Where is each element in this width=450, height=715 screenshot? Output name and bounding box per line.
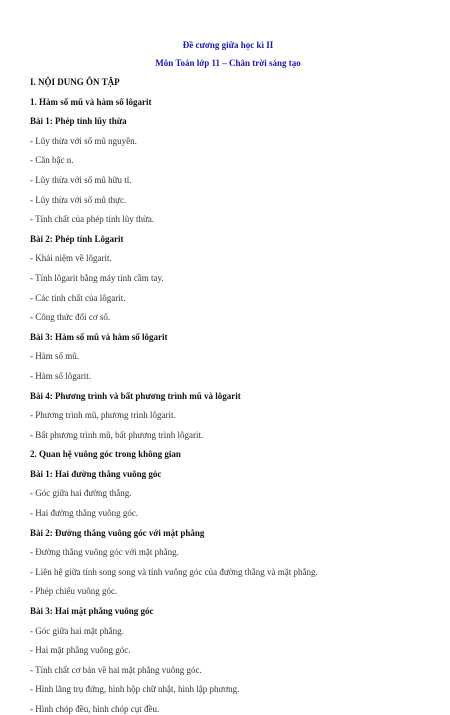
section-heading: I. NỘI DUNG ÔN TẬP <box>30 77 120 87</box>
list-item: - Tính lôgarit bằng máy tính cầm tay. <box>30 272 164 283</box>
list-item: - Hai mặt phẳng vuông góc. <box>30 645 131 656</box>
document-body <box>30 77 426 715</box>
lesson-heading: Bài 1: Hai đường thẳng vuông góc <box>30 468 162 479</box>
lesson-heading: Bài 4: Phương trình và bất phương trình mũ và lôgarit <box>30 390 241 401</box>
list-item: - Hình chóp đều, hình chóp cụt đều. <box>30 704 160 714</box>
list-item: - Bất phương trình mũ, bất phương trình lôgarit. <box>30 429 204 440</box>
list-item: - Phương trình mũ, phương trình lôgarit. <box>30 410 176 421</box>
list-item: - Hàm số lôgarit. <box>30 370 91 381</box>
list-item: - Góc giữa hai mặt phẳng. <box>30 625 124 636</box>
lesson-heading: Bài 3: Hàm số mũ và hàm số lôgarit <box>30 331 168 342</box>
list-item: - Các tính chất của lôgarit. <box>30 292 126 303</box>
document-subtitle: Môn Toán lớp 11 – Chân trời sáng tạo <box>155 58 301 68</box>
list-item: - Tính chất cơ bản về hai mặt phẳng vuông góc. <box>30 664 202 675</box>
list-item: - Khái niệm về lôgarit. <box>30 253 112 264</box>
list-item: - Hàm số mũ. <box>30 351 79 362</box>
list-item: - Tính chất của phép tính lũy thừa. <box>30 214 155 225</box>
list-item: - Hai đường thẳng vuông góc. <box>30 508 139 519</box>
list-item: - Lũy thừa với số mũ nguyên. <box>30 135 137 146</box>
list-item: - Góc giữa hai đường thẳng. <box>30 488 132 499</box>
list-item: - Công thức đổi cơ số. <box>30 312 111 323</box>
list-item: - Lũy thừa với số mũ thực. <box>30 194 127 205</box>
list-item: - Lũy thừa với số mũ hữu tỉ. <box>30 174 132 185</box>
list-item: - Hình lăng trụ đứng, hình hộp chữ nhật, hình lập phương. <box>30 684 240 695</box>
list-item: - Phép chiếu vuông góc. <box>30 586 118 597</box>
lesson-heading: Bài 3: Hai mặt phẳng vuông góc <box>30 606 154 617</box>
lesson-heading: Bài 2: Đường thẳng vuông góc với mặt phẳng <box>30 527 205 538</box>
list-item: - Liên hệ giữa tính song song và tính vuông góc của đường thẳng và mặt phẳng. <box>30 566 318 577</box>
lesson-heading: Bài 2: Phép tính Lôgarit <box>30 233 124 244</box>
subsection-heading: 2. Quan hệ vuông góc trong không gian <box>30 449 181 460</box>
lesson-heading: Bài 1: Phép tính lũy thừa <box>30 116 127 127</box>
document-title: Đề cương giữa học kì II <box>182 40 274 50</box>
subsection-heading: 1. Hàm số mũ và hàm số lôgarit <box>30 96 152 107</box>
list-item: - Đường thẳng vuông góc với mặt phẳng. <box>30 547 179 558</box>
list-item: - Căn bậc n. <box>30 155 74 166</box>
